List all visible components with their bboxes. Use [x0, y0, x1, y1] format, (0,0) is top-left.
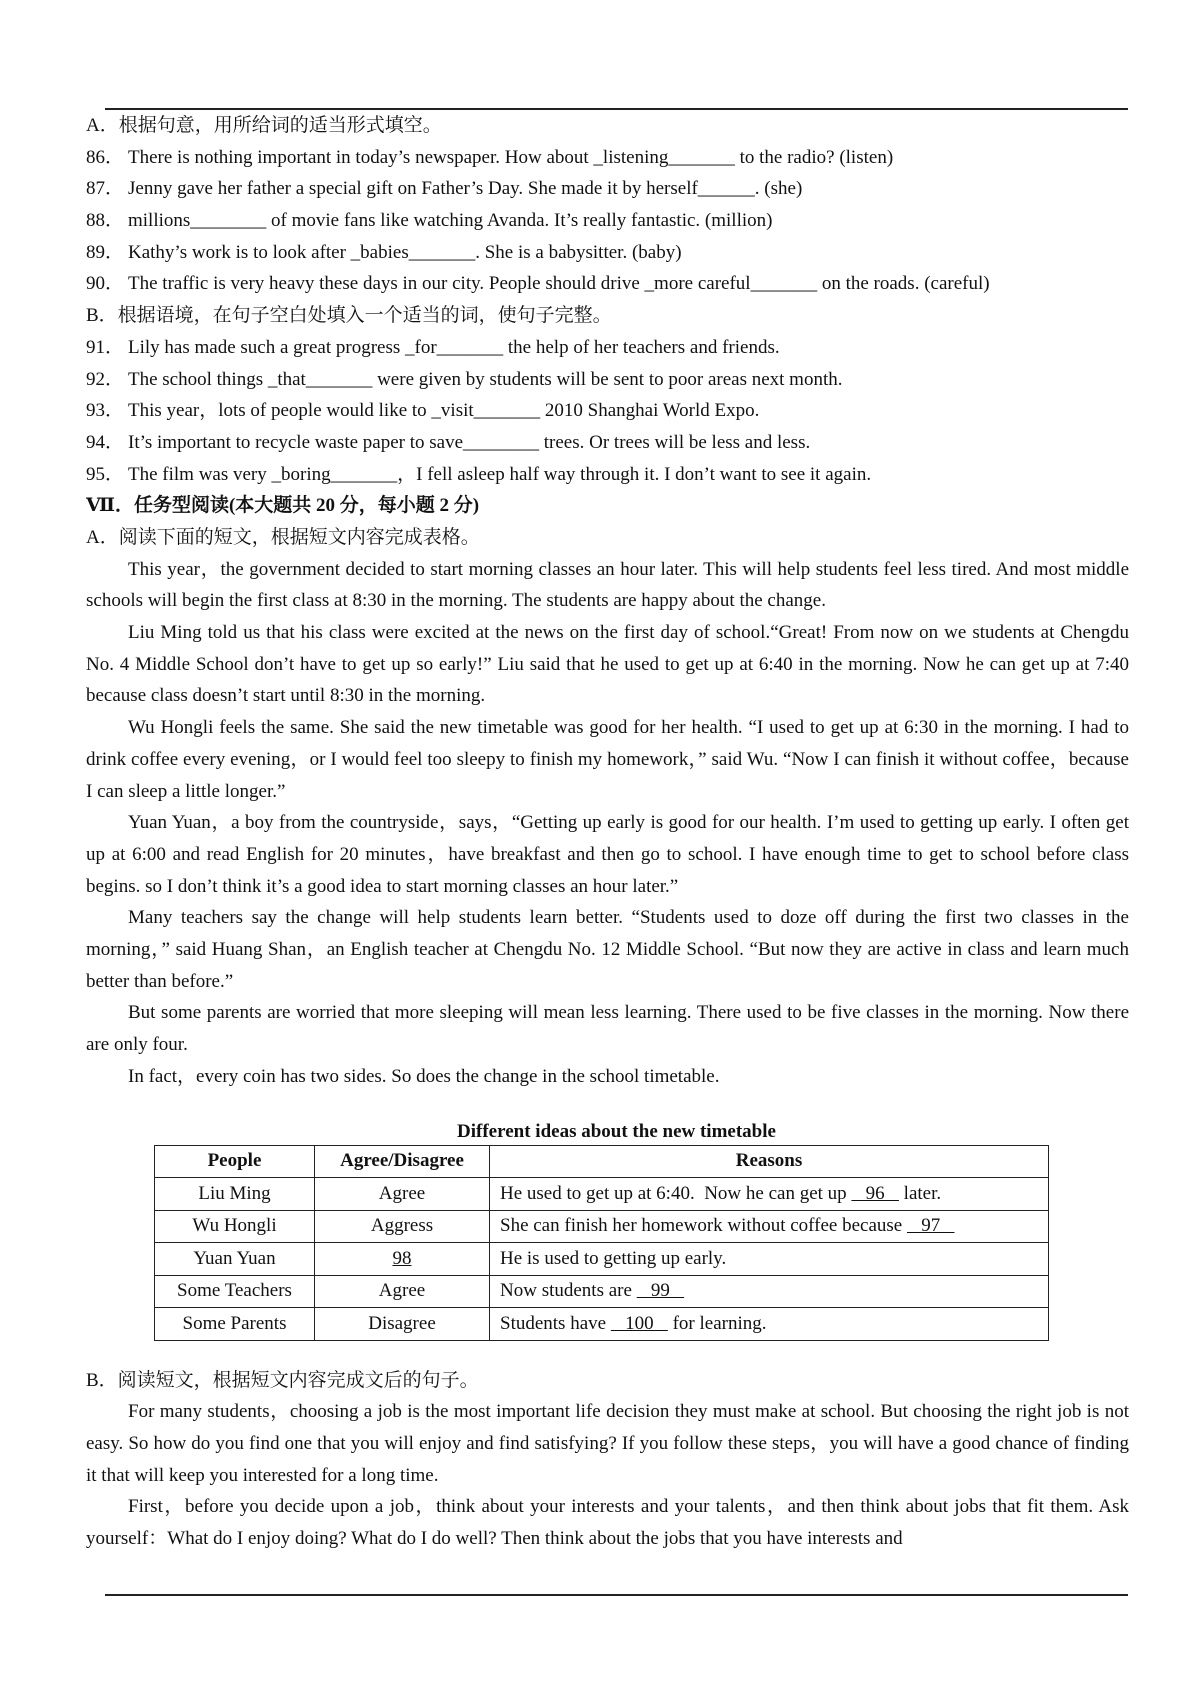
question-number: 86． — [86, 146, 125, 168]
agree-cell: Agree — [378, 1182, 426, 1204]
reason-blank: 99 — [636, 1280, 685, 1302]
reading-a-paragraph: But some parents are worried that more sleeping will mean less learning. There used to be five classes in the morning. Now there are only four. — [86, 1002, 1129, 1056]
people-cell: Liu Ming — [198, 1182, 271, 1204]
part-a-question-list — [86, 142, 1129, 300]
reason-text: He used to get up at 6:40. Now he can get up — [500, 1182, 852, 1204]
agree-cell: Agree — [378, 1280, 426, 1302]
question-number: 87． — [86, 178, 125, 200]
people-cell: Yuan Yuan — [193, 1247, 276, 1269]
section-a-heading: A．根据句意，用所给词的适当形式填空。 — [86, 115, 442, 136]
question-item — [86, 427, 1129, 459]
question-item — [86, 364, 1129, 396]
reading-b-paragraph: First，before you decide upon a job，think about your interests and your talents，and then think about jobs that fit them. Ask yourself：What do I enjoy doing? What do I do well? Then think about the jobs that you have interests and — [86, 1496, 1129, 1550]
reading-a-passage — [86, 554, 1129, 1093]
table-row — [155, 1210, 1049, 1243]
question-text: There is nothing important in today’s newspaper. How about _listening_______ to the radio? (listen) — [128, 146, 894, 168]
reading-b-paragraph: For many students，choosing a job is the most important life decision they must make at school. But choosing the right job is not easy. So how do you find one that you will enjoy and find satisfying? If you follow these steps，you will have a good chance of finding it that will keep you interested for a long time. — [86, 1401, 1129, 1486]
question-item — [86, 395, 1129, 427]
agree-cell: 98 — [392, 1247, 412, 1269]
table-header-people: People — [155, 1145, 315, 1178]
question-item — [86, 459, 1129, 491]
exam-page-content — [86, 110, 1129, 1555]
question-item — [86, 268, 1129, 300]
people-cell: Some Teachers — [177, 1280, 292, 1302]
question-item — [86, 237, 1129, 269]
reading-a-paragraph: Yuan Yuan，a boy from the countryside，says，“Getting up early is good for our health. I’m used to getting up early. I often get up at 6:00 and read English for 20 minutes，have breakfast and then go to school. I have enough time to get to school before class begins. so I don’t think it’s a good idea to start morning classes an hour later.” — [86, 812, 1129, 897]
table-header-reasons: Reasons — [490, 1145, 1049, 1178]
question-text: millions________ of movie fans like watching Avanda. It’s really fantastic. (million) — [128, 210, 773, 232]
reading-b-passage — [86, 1396, 1129, 1555]
reading-a-paragraph: This year，the government decided to start morning classes an hour later. This will help students feel less tired. And most middle schools will begin the first class at 8:30 in the morning. The students are happy about the change. — [86, 558, 1129, 612]
question-text: The film was very _boring_______，I fell asleep half way through it. I don’t want to see it again. — [128, 463, 872, 485]
question-text: This year，lots of people would like to _visit_______ 2010 Shanghai World Expo. — [128, 400, 760, 422]
table-row — [155, 1275, 1049, 1308]
question-text: The school things _that_______ were given by students will be sent to poor areas next month. — [128, 368, 843, 390]
footer-rule — [105, 1594, 1128, 1596]
section-7-heading: Ⅶ．任务型阅读(本大题共 20 分，每小题 2 分) — [86, 495, 480, 517]
question-item — [86, 332, 1129, 364]
reading-a-paragraph: In fact，every coin has two sides. So does the change in the school timetable. — [128, 1065, 720, 1087]
reason-blank: 96 — [851, 1182, 899, 1204]
question-number: 89． — [86, 241, 125, 263]
table-caption: Different ideas about the new timetable — [457, 1120, 776, 1142]
reason-blank: 97 — [906, 1215, 955, 1237]
reason-text: Now students are — [500, 1280, 637, 1302]
reason-text-end: for learning. — [667, 1312, 767, 1334]
reading-a-heading: A．阅读下面的短文，根据短文内容完成表格。 — [86, 526, 480, 548]
part-b-question-list — [86, 332, 1129, 490]
agree-cell: Aggress — [370, 1215, 434, 1237]
reason-text-end: later. — [898, 1182, 942, 1204]
reason-blank: 100 — [610, 1312, 668, 1334]
question-item — [86, 173, 1129, 205]
agree-cell: Disagree — [368, 1312, 436, 1334]
question-text: Jenny gave her father a special gift on Father’s Day. She made it by herself______. (she) — [128, 178, 803, 200]
table-row — [155, 1243, 1049, 1276]
reason-text: Students have — [500, 1312, 611, 1334]
question-text: Kathy’s work is to look after _babies_______. She is a babysitter. (baby) — [128, 241, 682, 263]
question-text: Lily has made such a great progress _for_______ the help of her teachers and friends. — [128, 336, 780, 358]
question-item — [86, 142, 1129, 174]
table-row — [155, 1308, 1049, 1341]
table-header-row — [155, 1145, 1049, 1178]
question-number: 94． — [86, 431, 125, 453]
people-cell: Some Parents — [182, 1312, 287, 1334]
question-number: 95． — [86, 463, 125, 485]
table-row — [155, 1178, 1049, 1211]
reading-a-paragraph: Wu Hongli feels the same. She said the new timetable was good for her health. “I used to get up at 6:30 in the morning. I had to drink coffee every evening，or I would feel too sleepy to finish my homework，” said Wu. “Now I can finish it without coffee，because I can sleep a little longer.” — [86, 717, 1129, 802]
ideas-table — [154, 1145, 1049, 1341]
reason-text: She can finish her homework without coffee because — [500, 1215, 907, 1237]
question-text: It’s important to recycle waste paper to save________ trees. Or trees will be less and less. — [128, 431, 811, 453]
question-number: 88． — [86, 210, 125, 232]
section-b-heading: B．根据语境，在句子空白处填入一个适当的词，使句子完整。 — [86, 305, 612, 327]
question-number: 92． — [86, 368, 125, 390]
reason-text: He is used to getting up early. — [500, 1247, 727, 1269]
table-header-agree: Agree/Disagree — [315, 1145, 490, 1178]
people-cell: Wu Hongli — [192, 1215, 277, 1237]
question-number: 91． — [86, 336, 125, 358]
reading-a-paragraph: Liu Ming told us that his class were excited at the news on the first day of school.“Great! From now on we students at Chengdu No. 4 Middle School don’t have to get up so early!” Liu said that he used to get up at 6:40 in the morning. Now he can get up at 7:40 because class doesn’t start until 8:30 in the morning. — [86, 622, 1129, 707]
reading-a-paragraph: Many teachers say the change will help students learn better. “Students used to doze off during the first two classes in the morning，” said Huang Shan，an English teacher at Chengdu No. 12 Middle School. “But now they are active in class and learn much better than before.” — [86, 907, 1129, 992]
question-text: The traffic is very heavy these days in our city. People should drive _more careful_______ on the roads. (careful) — [128, 273, 990, 295]
question-number: 93． — [86, 400, 125, 422]
question-item — [86, 205, 1129, 237]
reading-b-heading: B．阅读短文，根据短文内容完成文后的句子。 — [86, 1369, 479, 1391]
question-number: 90． — [86, 273, 125, 295]
